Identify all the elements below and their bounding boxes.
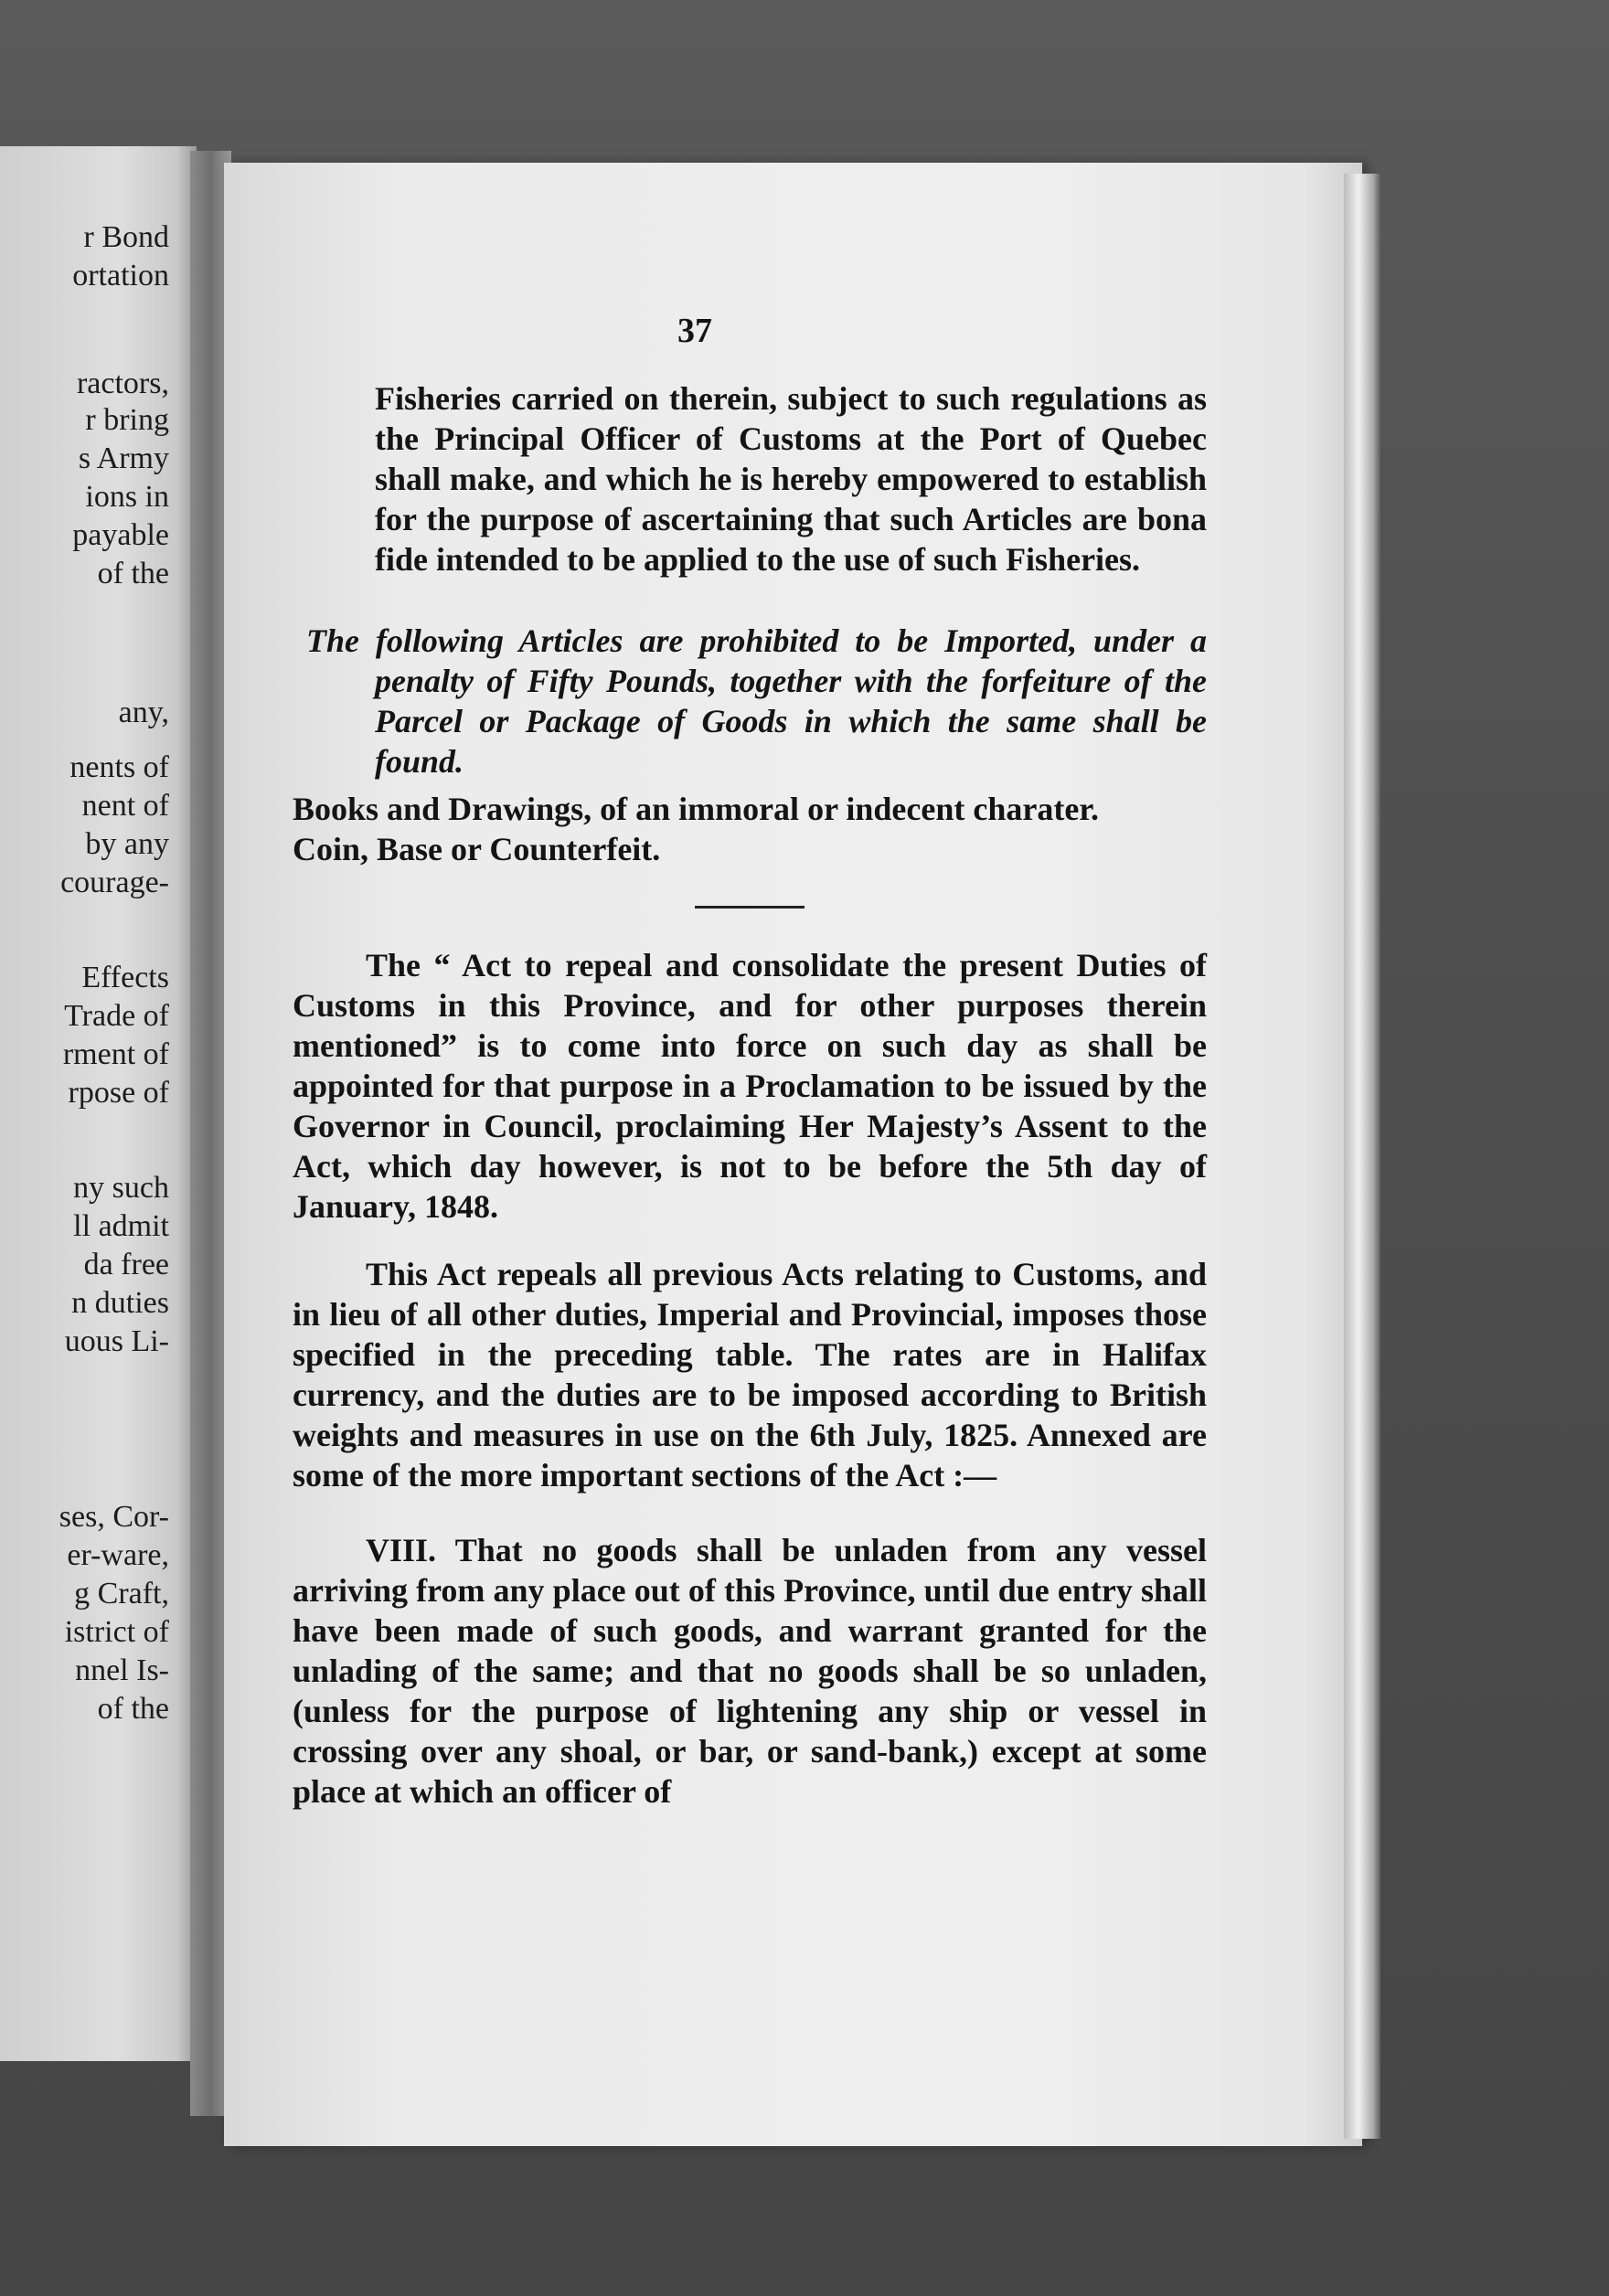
act-commencement-paragraph: The “ Act to repeal and consolidate the present Duties of Customs in this Province, and for other purposes therein mentioned” is to come into force on such day as shall be appointed for that purpose in a Proclamation to be issued by the Governor in Council, proclaiming Her Majesty’s Assent to the Act, which day however, is not to be before the 5th day of January, 1848. [293, 947, 1207, 1225]
left-page-text-fragment: Trade of [64, 999, 169, 1033]
left-page-text-fragment: nent of [81, 789, 169, 823]
left-page-edge [0, 146, 197, 2061]
left-page-text-fragment: g Craft, [74, 1577, 169, 1610]
left-page-text-fragment: ractors, [76, 367, 169, 400]
left-page-text-fragment: ses, Cor- [59, 1500, 169, 1534]
section-viii-paragraph: VIII. That no goods shall be unladen from any vessel arriving from any place out of this Province, until due entry shall have been made of such goods, and warrant granted for the unlading of the same; and that no goods shall be so unladen, (unless for the purpose of lightening any ship or vessel in crossing over any shoal, or bar, or sand-bank,) except at some place at which an officer of [293, 1532, 1207, 1810]
left-page-text-fragment: ny such [73, 1171, 169, 1205]
left-page-text-fragment: nents of [69, 750, 169, 784]
section-divider [695, 906, 804, 909]
left-page-text-fragment: da free [83, 1248, 169, 1281]
prohibited-articles-heading: The following Articles are prohibited to be Imported, under a penalty of Fifty Pounds, together with the forfeiture of the Parcel or Package of Goods in which the same shall be found. [306, 622, 1207, 780]
left-page-text-fragment: s Army [78, 441, 169, 475]
left-page-text-fragment: er-ware, [67, 1538, 169, 1572]
left-page-text-fragment: ortation [72, 259, 169, 292]
left-page-text-fragment: courage- [60, 866, 169, 899]
left-page-text-fragment: rpose of [68, 1076, 169, 1110]
left-page-text-fragment: by any [85, 827, 169, 861]
left-page-text-fragment: r bring [85, 403, 169, 437]
prohibited-item: Coin, Base or Counterfeit. [293, 831, 661, 867]
prohibited-items-list [293, 789, 1207, 869]
left-page-text-fragment: r Bond [83, 220, 169, 254]
left-page-text-fragment: of the [97, 557, 169, 590]
left-page-text-fragment: any, [118, 696, 169, 729]
left-page-text-fragment: rment of [62, 1037, 169, 1071]
left-page-text-fragment: uous Li- [64, 1324, 169, 1358]
page-edge-stack [1344, 174, 1380, 2139]
page-text [293, 311, 1207, 1812]
left-page-text-fragment: istrict of [64, 1615, 169, 1649]
left-page-text-fragment: ll admit [73, 1209, 169, 1243]
left-page-text-fragment: of the [97, 1692, 169, 1726]
left-page-text-fragment: payable [72, 518, 169, 552]
left-page-text-fragment: Effects [81, 961, 169, 994]
opening-paragraph-block [293, 378, 1207, 579]
act-repeal-paragraph: This Act repeals all previous Acts relating to Customs, and in lieu of all other duties, Imperial and Provincial, imposes those specified in the preceding table. The rates are in Halifax currency, and the duties are to be imposed according to British weights and measures in use on the 6th July, 1825. Annexed are some of the more important sections of the Act :— [293, 1256, 1207, 1493]
opening-paragraph: Fisheries carried on therein, subject to such regulations as the Principal Officer of Customs at the Port of Quebec shall make, and which he is hereby empowered to establish for the purpose of ascertaining that such Articles are bona fide intended to be applied to the use of such Fisheries. [375, 380, 1207, 578]
page-number: 37 [677, 312, 712, 350]
prohibited-item: Books and Drawings, of an immoral or indecent charater. [293, 791, 1099, 827]
left-page-text-fragment: nnel Is- [75, 1653, 169, 1687]
left-page-text-fragment: ions in [85, 480, 169, 514]
left-page-text-fragment: n duties [71, 1286, 169, 1320]
